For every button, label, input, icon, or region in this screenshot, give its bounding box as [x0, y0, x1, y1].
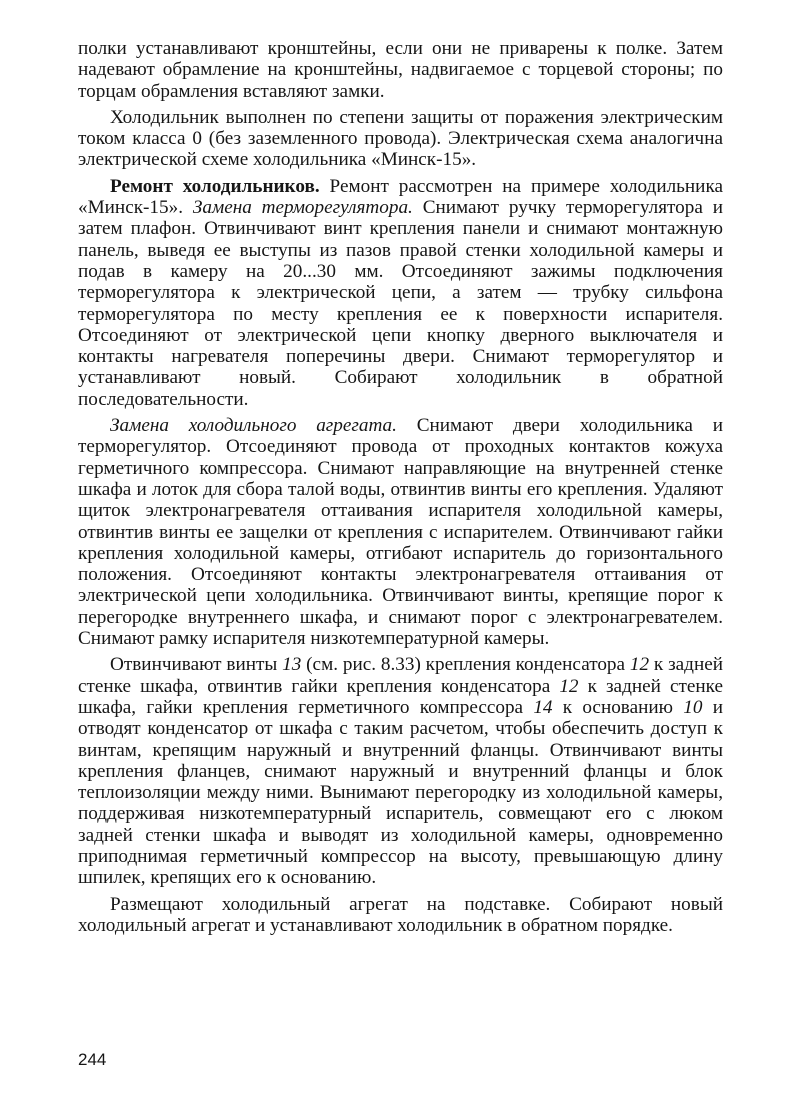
text-run: Ремонт рассмотрен на примере холодильника «Минск-15». [78, 175, 723, 219]
text-run: к задней стенке шкафа, отвинтив гайки крепления конденсатора [78, 654, 724, 697]
paragraph-4 [78, 415, 723, 649]
paragraph-3 [78, 176, 723, 410]
page-body [78, 38, 723, 936]
paragraph-1 [78, 38, 723, 102]
text-run: Снимают двери холодильника и терморегулятор. Отсоединяют провода от проходных контактов кожуха герметичного компрессора. Снимают направляющие на внутренней стенке шкафа и лоток для сбора талой воды, отвинтив винты его крепления. Удаляют щиток электронагревателя оттаивания испарителя холодильной камеры, отвинтив винты ее защелки от крепления с испарителем. Отвинчивают гайки крепления холодильной камеры, отгибают испаритель до горизонтального положения. Отсоединяют контакты электронагревателя оттаивания от электрической цепи холодильника. Отвинчивают винты, крепящие порог к перегородке внутреннего шкафа, и снимают порог с электронагревателем. Снимают рамку испарителя низкотемпературной камеры. [78, 415, 723, 650]
text-run: Отвинчивают винты [110, 654, 283, 676]
text-run: к основанию [552, 696, 684, 718]
subsection-heading-italic: Замена терморегулятора. [192, 197, 413, 219]
paragraph-5 [78, 654, 723, 888]
text-run: Снимают ручку терморегулятора и затем плафон. Отвинчивают винт крепления панели и снимают монтажную панель, выведя ее выступы из пазов правой стенки холодильной камеры и подав в камеру на 20...30 мм. Отсоединяют зажимы подключения терморегулятора к электрической цепи, а затем — трубку сильфона терморегулятора по месту крепления ее к поверхности испарителя. Отсоединяют от электрической цепи кнопку дверного выключателя и контакты нагревателя поперечины двери. Снимают терморегулятор и устанавливают новый. Собирают холодильник в обратной последовательности. [78, 197, 724, 410]
figure-ref-number: 10 [683, 696, 703, 718]
text-run: к задней стенке шкафа, гайки крепления герметичного компрессора [78, 675, 723, 718]
page-number: 244 [78, 1050, 107, 1069]
text-run: Размещают холодильный агрегат на подставке. Собирают новый холодильный агрегат и устанавливают холодильник в обратном порядке. [78, 893, 723, 936]
text-run: и отводят конденсатор от шкафа с таким расчетом, чтобы обеспечить доступ к винтам, крепящим наружный и внутренний фланцы. Отвинчивают винты крепления фланцев, снимают наружный и внутренний фланцы и блок теплоизоляции между ними. Вынимают перегородку из холодильной камеры, поддерживая низкотемпературный испаритель, совмещают его с люком задней стенки шкафа и выводят из холодильной камеры, одновременно приподнимая герметичный компрессор на высоту, превышающую длину шпилек, крепящих его к основанию. [78, 696, 723, 889]
figure-ref-number: 12 [559, 675, 579, 697]
figure-ref-number: 13 [282, 654, 302, 676]
text-run: Холодильник выполнен по степени защиты от поражения электрическим током класса 0 (без заземленного провода). Электрическая схема аналогична электрической схеме холодильника «Минск-15». [78, 106, 723, 171]
text-run: (см. рис. 8.33) крепления конденсатора [301, 654, 630, 676]
subsection-heading-italic: Замена холодильного агрегата. [110, 415, 397, 437]
text-run: полки устанавливают кронштейны, если они не приварены к полке. Затем надевают обрамление на кронштейны, надвигаемое с торцевой стороны; по торцам обрамления вставляют замки. [78, 38, 723, 102]
paragraph-2 [78, 107, 723, 171]
figure-ref-number: 12 [629, 654, 650, 676]
paragraph-6 [78, 894, 723, 937]
figure-ref-number: 14 [533, 696, 553, 718]
section-heading-bold: Ремонт холодильников. [110, 175, 320, 197]
